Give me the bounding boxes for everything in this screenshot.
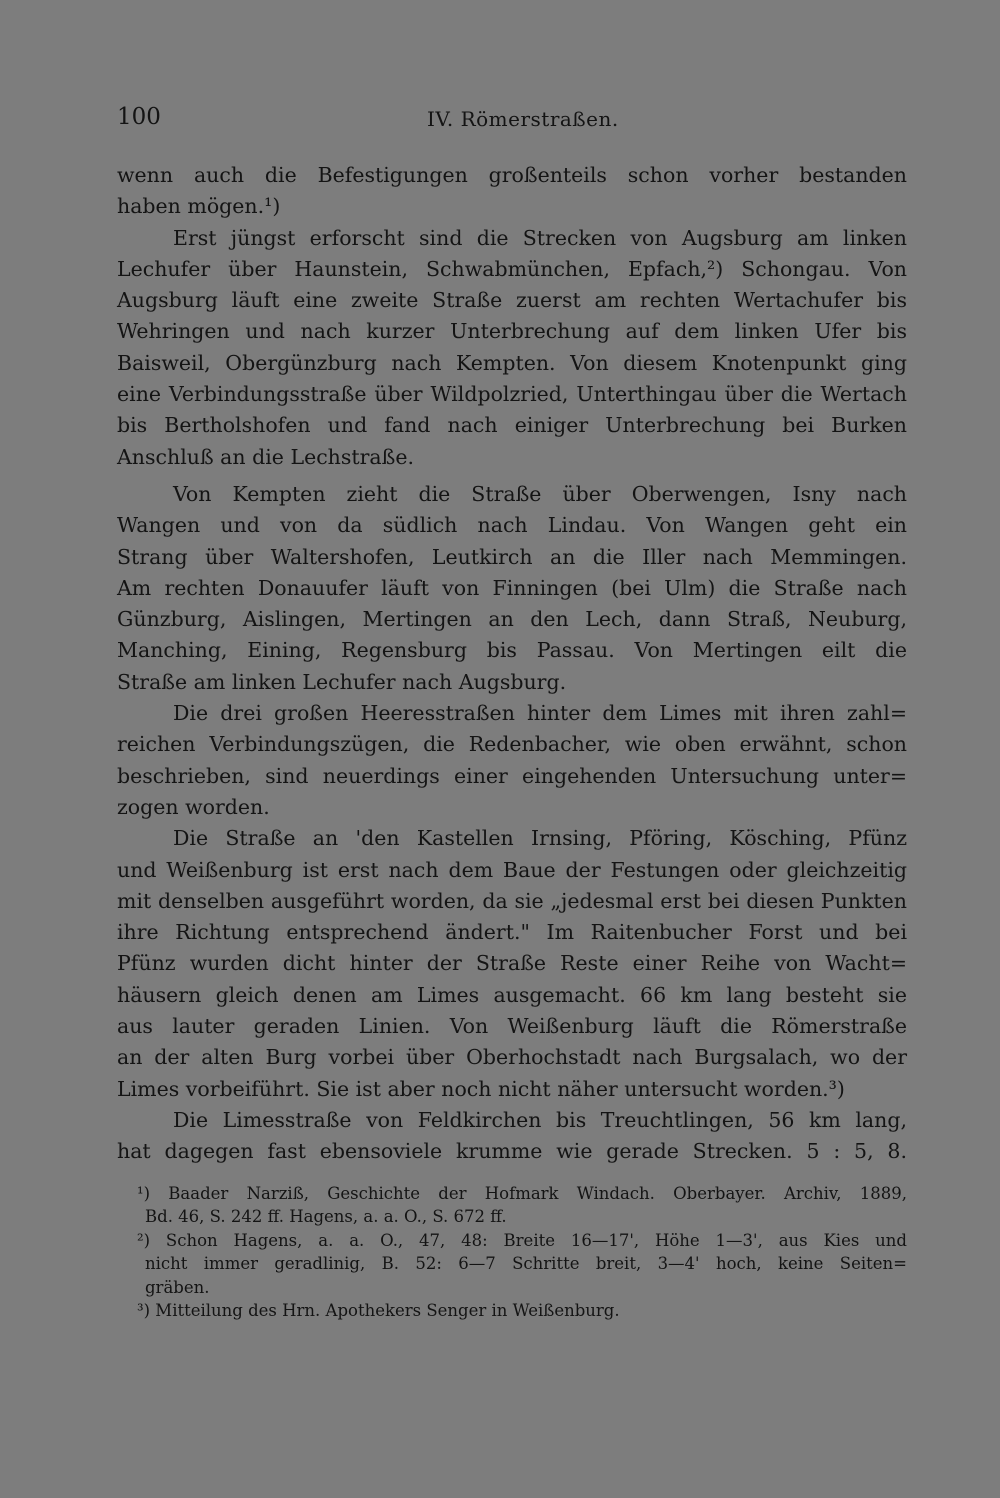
text-line: aus lauter geraden Linien. Von Weißenburg läuft die Römerstraße: [117, 1014, 907, 1039]
book-page: [117, 104, 907, 1323]
text-line: Straße am linken Lechufer nach Augsburg.: [117, 669, 567, 694]
text-line: Von Kempten zieht die Straße über Oberwengen, Isny nach: [173, 481, 907, 506]
text-line: hat dagegen fast ebensoviele krumme wie gerade Strecken. 5 : 5, 8.: [117, 1139, 907, 1164]
footnote-line: ³) Mitteilung des Hrn. Apothekers Senger in Weißenburg.: [137, 1301, 620, 1320]
text-line: bis Bertholshofen und fand nach einiger Unterbrechung bei Burken: [117, 413, 907, 438]
footnote-line: Bd. 46, S. 242 ff. Hagens, a. a. O., S. 672 ff.: [145, 1207, 507, 1226]
footnote-line: gräben.: [145, 1277, 210, 1297]
body-text: [117, 160, 907, 1168]
footnote: [117, 1182, 907, 1229]
text-line: Pfünz wurden dicht hinter der Straße Reste einer Reihe von Wacht=: [117, 951, 907, 976]
text-line: und Weißenburg ist erst nach dem Baue der Festungen oder gleichzeitig: [117, 857, 907, 882]
text-line: Strang über Waltershofen, Leutkirch an die Iller nach Memmingen.: [117, 544, 907, 569]
text-line: Am rechten Donauufer läuft von Finningen (bei Ulm) die Straße nach: [117, 575, 907, 600]
footnotes: [117, 1182, 907, 1323]
text-line: Baisweil, Obergünzburg nach Kempten. Von diesem Knotenpunkt ging: [117, 350, 907, 375]
text-line: reichen Verbindungszügen, die Redenbacher, wie oben erwähnt, schon: [117, 732, 907, 757]
text-line: Anschluß an die Lechstraße.: [117, 444, 414, 469]
text-line: Die Limesstraße von Feldkirchen bis Treuchtlingen, 56 km lang,: [173, 1107, 907, 1132]
text-line: Wehringen und nach kurzer Unterbrechung auf dem linken Ufer bis: [117, 319, 907, 344]
text-line: wenn auch die Befestigungen großenteils schon vorher bestanden: [117, 163, 907, 187]
text-line: Augsburg läuft eine zweite Straße zuerst am rechten Wertachufer bis: [117, 288, 907, 313]
text-line: beschrieben, sind neuerdings einer eingehenden Untersuchung unter=: [117, 763, 907, 788]
text-line: eine Verbindungsstraße über Wildpolzried, Unterthingau über die Wertach: [117, 382, 907, 407]
footnote: [117, 1299, 907, 1323]
text-line: häusern gleich denen am Limes ausgemacht. 66 km lang besteht sie: [117, 982, 907, 1007]
text-line: Manching, Eining, Regensburg bis Passau. Von Mertingen eilt die: [117, 638, 907, 663]
text-line: ihre Richtung entsprechend ändert." Im Raitenbucher Forst und bei: [117, 920, 907, 945]
text-line: haben mögen.¹): [117, 194, 281, 219]
text-line: an der alten Burg vorbei über Oberhochstadt nach Burgsalach, wo der: [117, 1045, 907, 1070]
text-line: mit denselben ausgeführt worden, da sie „jedesmal erst bei diesen Punkten: [117, 888, 907, 913]
text-line: Die Straße an 'den Kastellen Irnsing, Pföring, Kösching, Pfünz: [173, 826, 907, 851]
text-line: zogen worden.: [117, 794, 270, 819]
footnote-line: nicht immer geradlinig, B. 52: 6—7 Schritte breit, 3—4' hoch, keine Seiten=: [145, 1254, 907, 1273]
text-line: Wangen und von da südlich nach Lindau. Von Wangen geht ein: [117, 513, 907, 538]
footnote: [117, 1229, 907, 1300]
text-line: Lechufer über Haunstein, Schwabmünchen, Epfach,²) Schongau. Von: [117, 256, 907, 281]
text-line: Günzburg, Aislingen, Mertingen an den Lech, dann Straß, Neuburg,: [117, 607, 907, 632]
text-line: Die drei großen Heeresstraßen hinter dem Limes mit ihren zahl=: [173, 701, 907, 726]
footnote-line: ²) Schon Hagens, a. a. O., 47, 48: Breite 16—17', Höhe 1—3', aus Kies und: [137, 1230, 907, 1250]
running-title: IV. Römerstraßen.: [427, 107, 619, 131]
page-number: 100: [117, 104, 161, 130]
page-header: [117, 104, 907, 144]
text-line: Erst jüngst erforscht sind die Strecken von Augsburg am linken: [173, 225, 907, 250]
text-line: Limes vorbeiführt. Sie ist aber noch nicht näher untersucht worden.³): [117, 1076, 845, 1101]
footnote-line: ¹) Baader Narziß, Geschichte der Hofmark Windach. Oberbayer. Archiv, 1889,: [137, 1183, 907, 1203]
